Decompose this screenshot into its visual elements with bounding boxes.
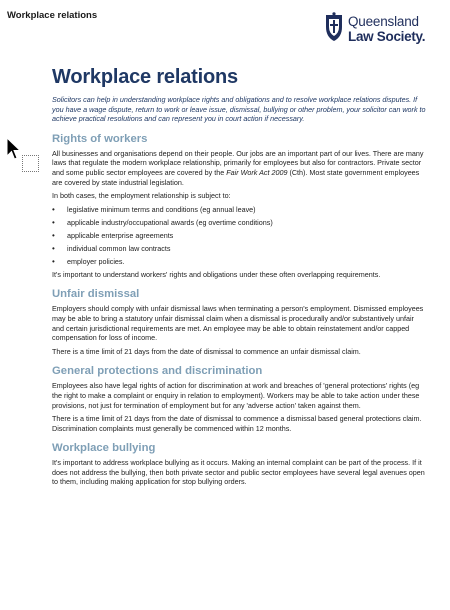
selection-marquee [22, 155, 39, 172]
list-item: • individual common law contracts [52, 244, 427, 253]
rights-paragraph-2: In both cases, the employment relationship is subject to: [52, 191, 231, 201]
intro-paragraph: Solicitors can help in understanding workplace rights and obligations and to resolve workplace relations disputes. If you have a wage dispute, return to work or leave issue, dismissal, bullying or other problem, your solicitor can work to achieve practical resolutions and can represent you in court action if necessary. [52, 95, 426, 124]
section-heading-rights-of-workers: Rights of workers [52, 132, 148, 145]
page-title: Workplace relations [52, 66, 238, 88]
list-item: • applicable industry/occupational awards (eg overtime conditions) [52, 218, 427, 227]
unfair-dismissal-paragraph-2: There is a time limit of 21 days from the date of dismissal to commence an unfair dismissal claim. [52, 346, 361, 356]
logo-text-line2: Law Society. [348, 29, 426, 44]
section-heading-unfair-dismissal: Unfair dismissal [52, 288, 140, 301]
act-name: Fair Work Act 2009 [226, 167, 288, 177]
list-item: • legislative minimum terms and conditions (eg annual leave) [52, 205, 427, 214]
general-protections-paragraph-1: Employees also have legal rights of action for discrimination at work and breaches of 'general protections' rights (eg the right to make a complaint or enquiry in relation to employment). Workers may be able to take action under these provisions, not just for termination of employment but for any 'adverse action' taken against them. [52, 381, 420, 410]
list-item: • applicable enterprise agreements [52, 231, 427, 240]
list-item: • employer policies. [52, 257, 427, 266]
section-heading-general-protections: General protections and discrimination [52, 365, 263, 378]
running-header-title: Workplace relations [7, 10, 98, 21]
section-heading-workplace-bullying: Workplace bullying [52, 442, 156, 455]
rights-paragraph-3: It's important to understand workers' rights and obligations under these often overlapping requirements. [52, 269, 381, 279]
queensland-law-society-logo [324, 12, 444, 48]
mouse-pointer-icon [6, 137, 22, 166]
rights-paragraph-1: All businesses and organisations depend on their people. Our jobs are an important part of our lives. There are many laws that regulate the modern workplace relationship, primarily for employees but also for contractors. Private sector and some public sector employees are covered by the Fair Work Act 2009 (Cth). Most state government employees are covered by state industrial legislation. [52, 148, 424, 187]
general-protections-paragraph-2: There is a time limit of 21 days from the date of dismissal to commence a dismissal based general protections claim. Discrimination complaints must generally be commenced within 12 months. [52, 414, 422, 433]
employment-terms-list [52, 205, 427, 266]
document-body [52, 66, 427, 491]
workplace-bullying-paragraph-1: It's important to address workplace bullying as it occurs. Making an internal complaint can be part of the process. If it does not address the bullying, then both private sector and public sector employees have several legal avenues open to them, including making application for stop bullying orders. [52, 458, 425, 487]
crest-icon [324, 12, 344, 42]
unfair-dismissal-paragraph-1: Employers should comply with unfair dismissal laws when terminating a person's employment. Dismissed employees may be able to bring a statutory unfair dismissal claim when a dismissal is procedurally and/or substantively unfair and certain jurisdictional requirements are met. An employee may be able to obtain reinstatement and/or capped compensation for loss of income. [52, 304, 424, 343]
logo-text-line1: Queensland [348, 14, 419, 29]
